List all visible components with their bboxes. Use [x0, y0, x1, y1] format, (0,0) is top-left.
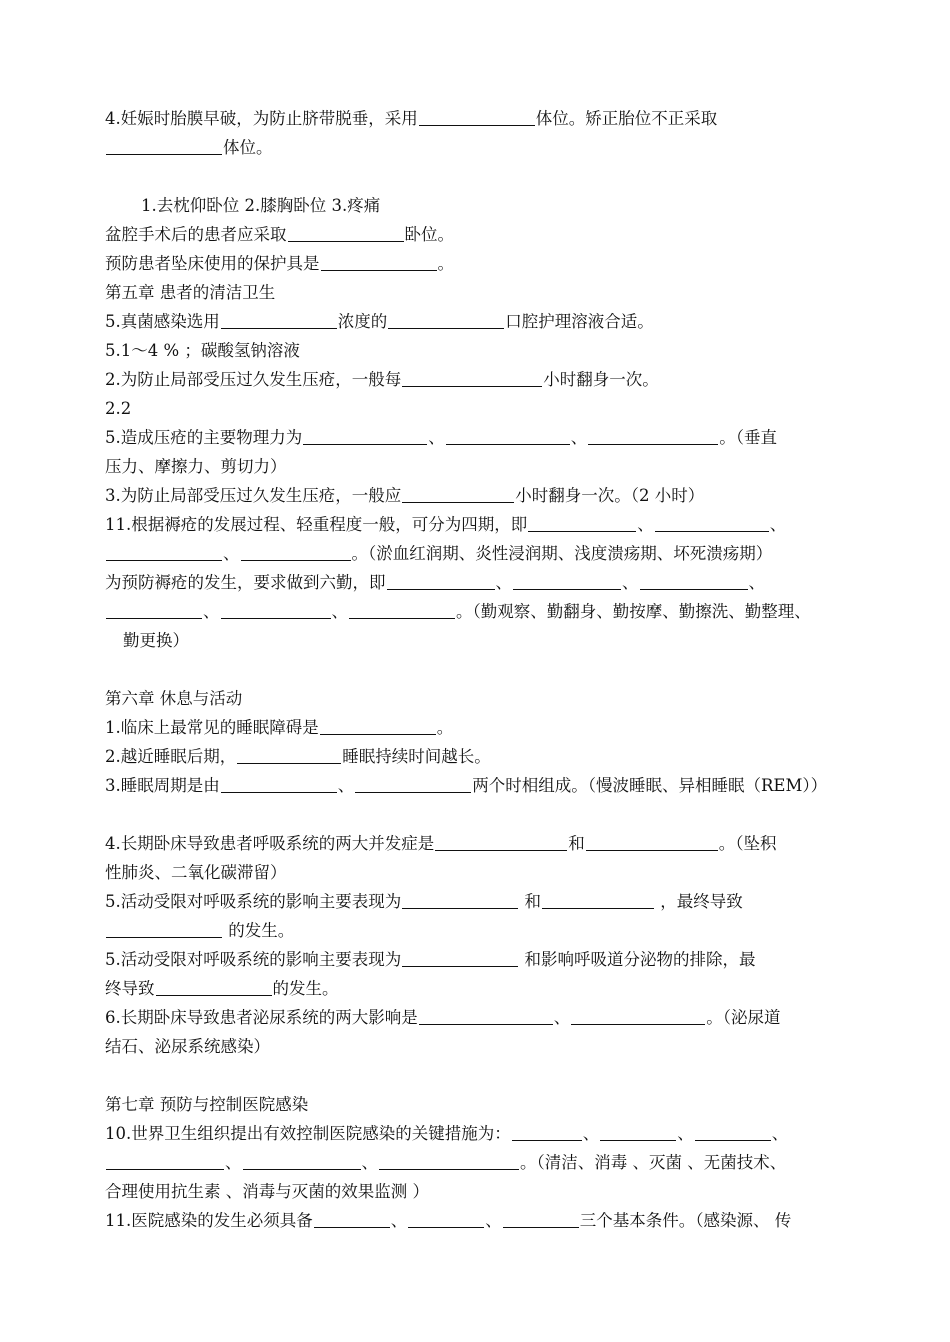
- line-text: 5.1～4 % ；碳酸氢钠溶液: [105, 341, 300, 360]
- fill-in-blank[interactable]: [106, 919, 222, 938]
- text-line: [105, 1092, 850, 1118]
- text-line: [105, 280, 850, 306]
- line-text: 卧位。: [404, 225, 454, 244]
- text-line: [105, 918, 850, 944]
- line-text: 和影响呼吸道分泌物的排除，最: [519, 950, 756, 969]
- line-text: 。: [436, 718, 454, 737]
- text-line: [105, 396, 850, 422]
- text-line: [105, 831, 850, 857]
- line-text: 第五章 患者的清洁卫生: [105, 283, 276, 302]
- line-text: 4.长期卧床导致患者呼吸系统的两大并发症是: [105, 834, 435, 853]
- line-text: 、: [390, 1211, 408, 1230]
- fill-in-blank[interactable]: [388, 310, 504, 329]
- text-line: [105, 193, 886, 219]
- line-text: 、: [637, 515, 654, 534]
- text-line: [105, 309, 850, 335]
- line-text: 、: [485, 1211, 502, 1230]
- text-line: [105, 512, 850, 538]
- line-text: 三个基本条件。（感染源、 传: [579, 1211, 792, 1230]
- fill-in-blank[interactable]: [419, 1006, 553, 1025]
- fill-in-blank[interactable]: [237, 745, 341, 764]
- fill-in-blank[interactable]: [156, 977, 272, 996]
- line-text: 和: [568, 834, 585, 853]
- line-text: 、: [769, 515, 787, 534]
- fill-in-blank[interactable]: [402, 484, 514, 503]
- line-text: 和: [519, 892, 541, 911]
- fill-in-blank[interactable]: [320, 716, 436, 735]
- fill-in-blank[interactable]: [435, 832, 567, 851]
- fill-in-blank[interactable]: [655, 513, 769, 532]
- line-text: 5.造成压疮的主要物理力为: [105, 428, 303, 447]
- line-text: 、: [677, 1124, 694, 1143]
- text-line: [105, 1179, 850, 1205]
- line-text: 终导致: [105, 979, 155, 998]
- text-line: [105, 483, 850, 509]
- line-text: 预防患者坠床使用的保护具是: [105, 254, 320, 273]
- line-text: 勤更换）: [123, 631, 189, 650]
- text-line: [105, 1208, 850, 1234]
- line-text: 5.活动受限对呼吸系统的影响主要表现为: [105, 950, 402, 969]
- fill-in-blank[interactable]: [106, 600, 202, 619]
- text-line: [105, 889, 850, 915]
- text-line: [105, 686, 850, 712]
- fill-in-blank[interactable]: [221, 310, 337, 329]
- text-line: [105, 860, 850, 886]
- line-text: 口腔护理溶液合适。: [505, 312, 654, 331]
- line-text: 。（淤血红润期、炎性浸润期、浅度溃疡期、坏死溃疡期）: [351, 544, 773, 563]
- line-text: 、: [771, 1124, 789, 1143]
- line-text: 合理使用抗生素 、消毒与灭菌的效果监测 ）: [105, 1182, 429, 1201]
- text-line: [105, 135, 850, 161]
- text-line: [105, 106, 850, 132]
- line-text: 2.越近睡眠后期，: [105, 747, 237, 766]
- fill-in-blank[interactable]: [528, 513, 636, 532]
- fill-in-blank[interactable]: [446, 426, 570, 445]
- line-text: 3.为防止局部受压过久发生压疮，一般应: [105, 486, 402, 505]
- text-line: [105, 338, 850, 364]
- fill-in-blank[interactable]: [512, 1122, 582, 1141]
- line-text: 性肺炎、二氧化碳滞留）: [105, 863, 287, 882]
- line-text: 10.世界卫生组织提出有效控制医院感染的关键措施为：: [105, 1124, 511, 1143]
- text-line: [105, 947, 850, 973]
- line-text: 、: [361, 1153, 378, 1172]
- line-text: 体位。矫正胎位不正采取: [535, 109, 718, 128]
- line-text: 第七章 预防与控制医院感染: [105, 1095, 309, 1114]
- line-text: 、: [570, 428, 588, 447]
- text-line: [105, 570, 850, 596]
- fill-in-blank[interactable]: [402, 948, 518, 967]
- line-text: 。（垂直: [719, 428, 777, 447]
- fill-in-blank[interactable]: [379, 1151, 519, 1170]
- fill-in-blank[interactable]: [542, 890, 654, 909]
- line-text: 、: [553, 1008, 571, 1027]
- fill-in-blank[interactable]: [402, 890, 518, 909]
- line-text: 第六章 休息与活动: [105, 689, 243, 708]
- fill-in-blank[interactable]: [695, 1122, 771, 1141]
- text-line: [105, 773, 850, 799]
- line-text: 结石、泌尿系统感染）: [105, 1037, 270, 1056]
- line-text: 小时翻身一次。（2 小时）: [515, 486, 705, 505]
- line-text: 2.2: [105, 399, 132, 418]
- fill-in-blank[interactable]: [241, 542, 351, 561]
- line-text: 睡眠持续时间越长。: [342, 747, 491, 766]
- text-line: [105, 425, 850, 451]
- line-text: 2.为防止局部受压过久发生压疮，一般每: [105, 370, 402, 389]
- text-line: [105, 1121, 850, 1147]
- line-text: 。: [437, 254, 454, 273]
- fill-in-blank[interactable]: [106, 542, 222, 561]
- fill-in-blank[interactable]: [106, 1151, 224, 1170]
- text-line: [105, 541, 850, 567]
- line-text: 、: [428, 428, 445, 447]
- line-text: 两个时相组成。（慢波睡眠、异相睡眠（REM））: [472, 776, 828, 795]
- fill-in-blank[interactable]: [288, 223, 404, 242]
- text-line: [105, 1034, 850, 1060]
- text-line: [105, 367, 850, 393]
- fill-in-blank[interactable]: [408, 1209, 484, 1228]
- text-line: [105, 1005, 850, 1031]
- line-text: 。（坠积: [718, 834, 777, 853]
- fill-in-blank[interactable]: [106, 136, 222, 155]
- fill-in-blank[interactable]: [600, 1122, 676, 1141]
- line-text: 体位。: [223, 138, 273, 157]
- fill-in-blank[interactable]: [588, 426, 718, 445]
- line-text: 4.妊娠时胎膜早破，为防止脐带脱垂，采用: [105, 109, 418, 128]
- text-line: [105, 599, 850, 625]
- text-line: [105, 744, 850, 770]
- line-text: 、: [582, 1124, 600, 1143]
- fill-in-blank[interactable]: [314, 1209, 390, 1228]
- line-text: 。（勤观察、勤翻身、勤按摩、勤擦洗、勤整理、: [456, 602, 811, 621]
- line-text: 6.长期卧床导致患者泌尿系统的两大影响是: [105, 1008, 418, 1027]
- fill-in-blank[interactable]: [221, 774, 337, 793]
- text-line: [105, 976, 850, 1002]
- text-line: [105, 715, 850, 741]
- line-text: 、: [203, 602, 220, 621]
- text-line: [105, 628, 868, 654]
- line-text: 11.医院感染的发生必须具备: [105, 1211, 313, 1230]
- line-text: 浓度的: [337, 312, 388, 331]
- line-text: 为预防褥疮的发生，要求做到六勤，即: [105, 573, 386, 592]
- line-text: 的发生。: [223, 921, 295, 940]
- line-text: 小时翻身一次。: [543, 370, 659, 389]
- line-text: 3.睡眠周期是由: [105, 776, 220, 795]
- fill-in-blank[interactable]: [571, 1006, 705, 1025]
- line-text: 1.临床上最常见的睡眠障碍是: [105, 718, 319, 737]
- line-text: 。（泌尿道: [706, 1008, 781, 1027]
- text-line: [105, 1150, 850, 1176]
- line-text: 、: [223, 544, 240, 563]
- line-text: 、: [225, 1153, 242, 1172]
- line-text: 5.真菌感染选用: [105, 312, 220, 331]
- fill-in-blank[interactable]: [419, 107, 535, 126]
- text-line: [105, 222, 850, 248]
- fill-in-blank[interactable]: [355, 774, 471, 793]
- line-text: 、: [748, 573, 765, 592]
- fill-in-blank[interactable]: [321, 252, 437, 271]
- line-text: 。（清洁、消毒 、灭菌 、无菌技术、: [520, 1153, 787, 1172]
- fill-in-blank[interactable]: [349, 600, 455, 619]
- line-text: 、: [331, 602, 348, 621]
- line-text: ，最终导致: [655, 892, 743, 911]
- fill-in-blank[interactable]: [221, 600, 331, 619]
- line-text: 、: [495, 573, 512, 592]
- fill-in-blank[interactable]: [303, 426, 427, 445]
- fill-in-blank[interactable]: [387, 571, 495, 590]
- line-text: 、: [622, 573, 639, 592]
- line-text: 压力、摩擦力、剪切力）: [105, 457, 287, 476]
- fill-in-blank[interactable]: [513, 571, 621, 590]
- line-text: 1.去枕仰卧位 2.膝胸卧位 3.疼痛: [141, 196, 381, 215]
- line-text: 盆腔手术后的患者应采取: [105, 225, 287, 244]
- fill-in-blank[interactable]: [503, 1209, 579, 1228]
- fill-in-blank[interactable]: [586, 832, 718, 851]
- text-line: [105, 251, 850, 277]
- line-text: 、: [337, 776, 355, 795]
- text-line: [105, 454, 850, 480]
- fill-in-blank[interactable]: [243, 1151, 361, 1170]
- fill-in-blank[interactable]: [402, 368, 542, 387]
- line-text: 5.活动受限对呼吸系统的影响主要表现为: [105, 892, 402, 911]
- line-text: 11.根据褥疮的发展过程、轻重程度一般，可分为四期，即: [105, 515, 528, 534]
- fill-in-blank[interactable]: [640, 571, 748, 590]
- line-text: 的发生。: [272, 979, 339, 998]
